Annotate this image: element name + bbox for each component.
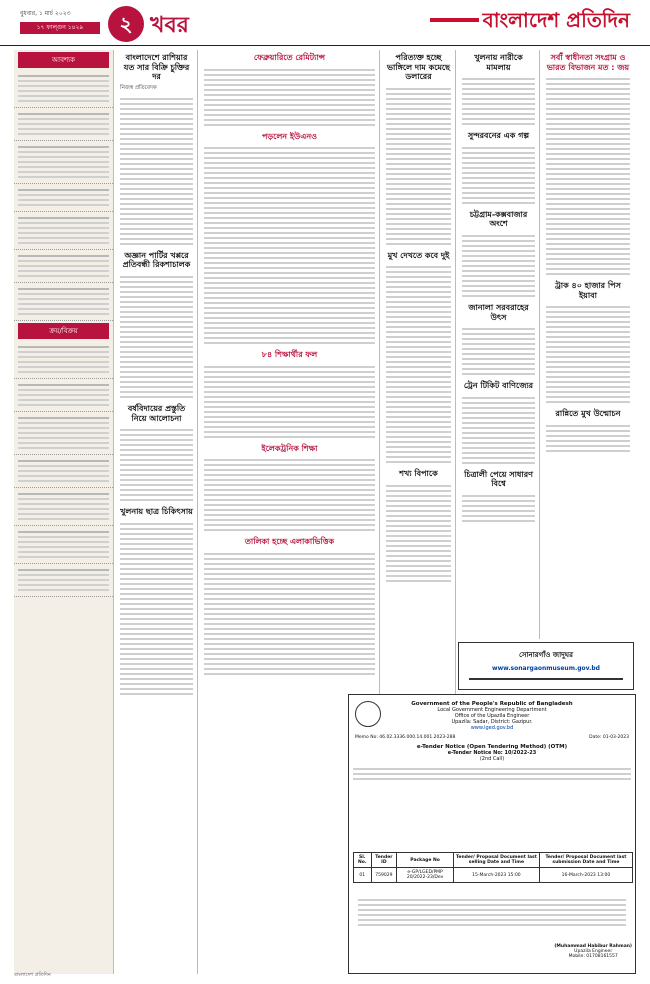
- tender-gov-line-4: Upazila: Sadar, District: Gazipur.: [451, 719, 533, 725]
- classified-item: [14, 488, 113, 526]
- classified-column: [14, 50, 114, 974]
- classified-item: [14, 212, 113, 250]
- classified-item: [14, 141, 113, 184]
- news-column-2: [116, 50, 198, 974]
- tender-table: [353, 852, 633, 883]
- tender-signature: [554, 944, 632, 959]
- classified-item: [14, 455, 113, 488]
- headline: চিত্রালী পেয়ে সাধারণ বিশ্বে: [464, 469, 533, 489]
- tender-notice-no: e-Tender Notice No: 10/2022-23: [447, 750, 537, 756]
- tender-date: Date: 01-03-2023: [589, 735, 629, 740]
- section-title: খবর: [150, 12, 189, 38]
- museum-ad-title: সোনারগাঁও জাদুঘর: [519, 651, 573, 659]
- tender-signer-name: (Muhammad Habibur Rahman): [554, 944, 632, 949]
- page-number-badge: ২: [108, 6, 144, 42]
- classified-item: [14, 250, 113, 283]
- tender-cell: e-GP/LGED/PMP 20/2022-23/Dev: [397, 868, 454, 883]
- headline: অজ্ঞান পার্টির খপ্পরে প্রতিবন্ধী রিকশাচালক: [122, 250, 191, 270]
- masthead-logo: [430, 6, 630, 36]
- header-bangla-date: ১৭ ফাল্গুন ১৪২৯: [20, 22, 100, 34]
- tender-notice-title: e-Tender Notice (Open Tendering Method) (OTM): [416, 744, 568, 750]
- tender-table-row: [354, 868, 633, 883]
- headline: খুলনায় নারীকে মামলায়: [474, 53, 523, 72]
- news-column-5: [458, 50, 540, 639]
- tender-col-header: Tender ID: [371, 853, 397, 868]
- tender-col-header: Sl. No.: [354, 853, 372, 868]
- headline: ফেব্রুয়ারিতে রেমিট্যান্স: [253, 53, 326, 62]
- classified-item: [14, 526, 113, 564]
- headline: শখ্য বিপাকে: [399, 469, 438, 479]
- headline: জানালা সরবরাহের উৎস: [468, 302, 529, 322]
- tender-cell: 01: [354, 868, 372, 883]
- byline: নিজস্ব প্রতিবেদক: [120, 84, 157, 91]
- classified-item: [14, 184, 113, 212]
- headline: সর্বাঁ স্বাধীনতা সংগ্রাম ও ভারত বিভাজন মত : জয়: [546, 53, 630, 72]
- headline: সুন্দরবনের এক গল্প: [467, 131, 530, 141]
- headline: ইলেকট্রনিক শিক্ষা: [261, 443, 318, 453]
- classified-heading: আবশ্যক: [18, 52, 109, 68]
- headline: ট্রাক ৪০ হাজার পিস ইয়াবা: [555, 281, 621, 300]
- tender-table-header-row: [354, 853, 633, 868]
- classified-item: [14, 341, 113, 379]
- museum-ad: [458, 642, 634, 690]
- tender-col-header: Package No: [397, 853, 454, 868]
- classified-item: [14, 564, 113, 597]
- header-date: বুধবার, ১ মার্চ ২০২৩: [20, 10, 71, 17]
- classified-item: [14, 108, 113, 141]
- museum-ad-url[interactable]: www.sonargaonmuseum.gov.bd: [492, 665, 600, 672]
- headline: মুখ দেখতে কবে দুই: [387, 250, 450, 260]
- tender-body-text: [354, 896, 630, 929]
- tender-website[interactable]: www.lged.gov.bd: [470, 725, 514, 731]
- tender-memo: Memo No: 46.02.3336.000.14.001.2023-288: [355, 735, 456, 740]
- headline: বর্ষবিদায়ের প্রস্তুতি নিয়ে আলোচনা: [127, 403, 186, 423]
- footer-left: বাংলাদেশ প্রতিদিন: [14, 972, 51, 978]
- tender-cell: 15-March-2023 15:00: [453, 868, 539, 883]
- headline: পড়লেন ইউএনও: [261, 131, 318, 141]
- headline: পরিত্যক্ত হচ্ছে ভাঙ্গিলে দাম কমেছে ডলারের: [387, 53, 450, 82]
- tender-col-header: Tender/ Proposal Document last selling Date and Time: [453, 853, 539, 868]
- headline: তালিকা হচ্ছে এলাকাভিত্তিক: [244, 537, 335, 547]
- tender-signer-phone: Mobile: 01708161557: [568, 954, 618, 959]
- tender-gov-line-2: Local Government Engineering Department: [437, 707, 547, 713]
- headline: চট্টগ্রাম-কক্সবাজার অংশে: [469, 209, 528, 229]
- classified-heading: ক্রয়/বিক্রয়: [18, 323, 109, 339]
- headline: ট্রেন টিকিট বাণিজ্যের: [463, 381, 534, 391]
- tender-gov-line-1: Government of the People's Republic of Bangladesh: [411, 701, 573, 707]
- headline: ৮৪ শিক্ষার্থীর ফল: [261, 350, 318, 360]
- tender-notice: [348, 694, 636, 974]
- tender-gov-line-3: Office of the Upazila Engineer: [454, 713, 530, 719]
- lged-logo-icon: [355, 701, 381, 727]
- classified-item: [14, 379, 113, 412]
- tender-col-header: Tender/ Proposal Document last submission Date and Time: [539, 853, 632, 868]
- masthead-name: বাংলাদেশ প্রতিদিন: [479, 6, 630, 39]
- classified-item: [14, 412, 113, 455]
- tender-cell: 16-March-2023 13:00: [539, 868, 632, 883]
- tender-call: (2nd Call): [479, 756, 505, 762]
- news-column-6: [542, 50, 634, 639]
- classified-item: [14, 283, 113, 321]
- tender-cell: 759029: [371, 868, 397, 883]
- page-header: [0, 0, 650, 46]
- tender-signer-title: Upazila Engineer: [574, 949, 613, 954]
- headline: রান্নিতে মুখ উন্মোচন: [555, 409, 621, 419]
- classified-item: [14, 70, 113, 108]
- headline: খুলনায় ছাত্র চিকিৎসায়: [120, 507, 193, 517]
- headline: বাংলাদেশে রাশিয়ার যত সার বিক্রি চুক্তির দর: [123, 53, 190, 82]
